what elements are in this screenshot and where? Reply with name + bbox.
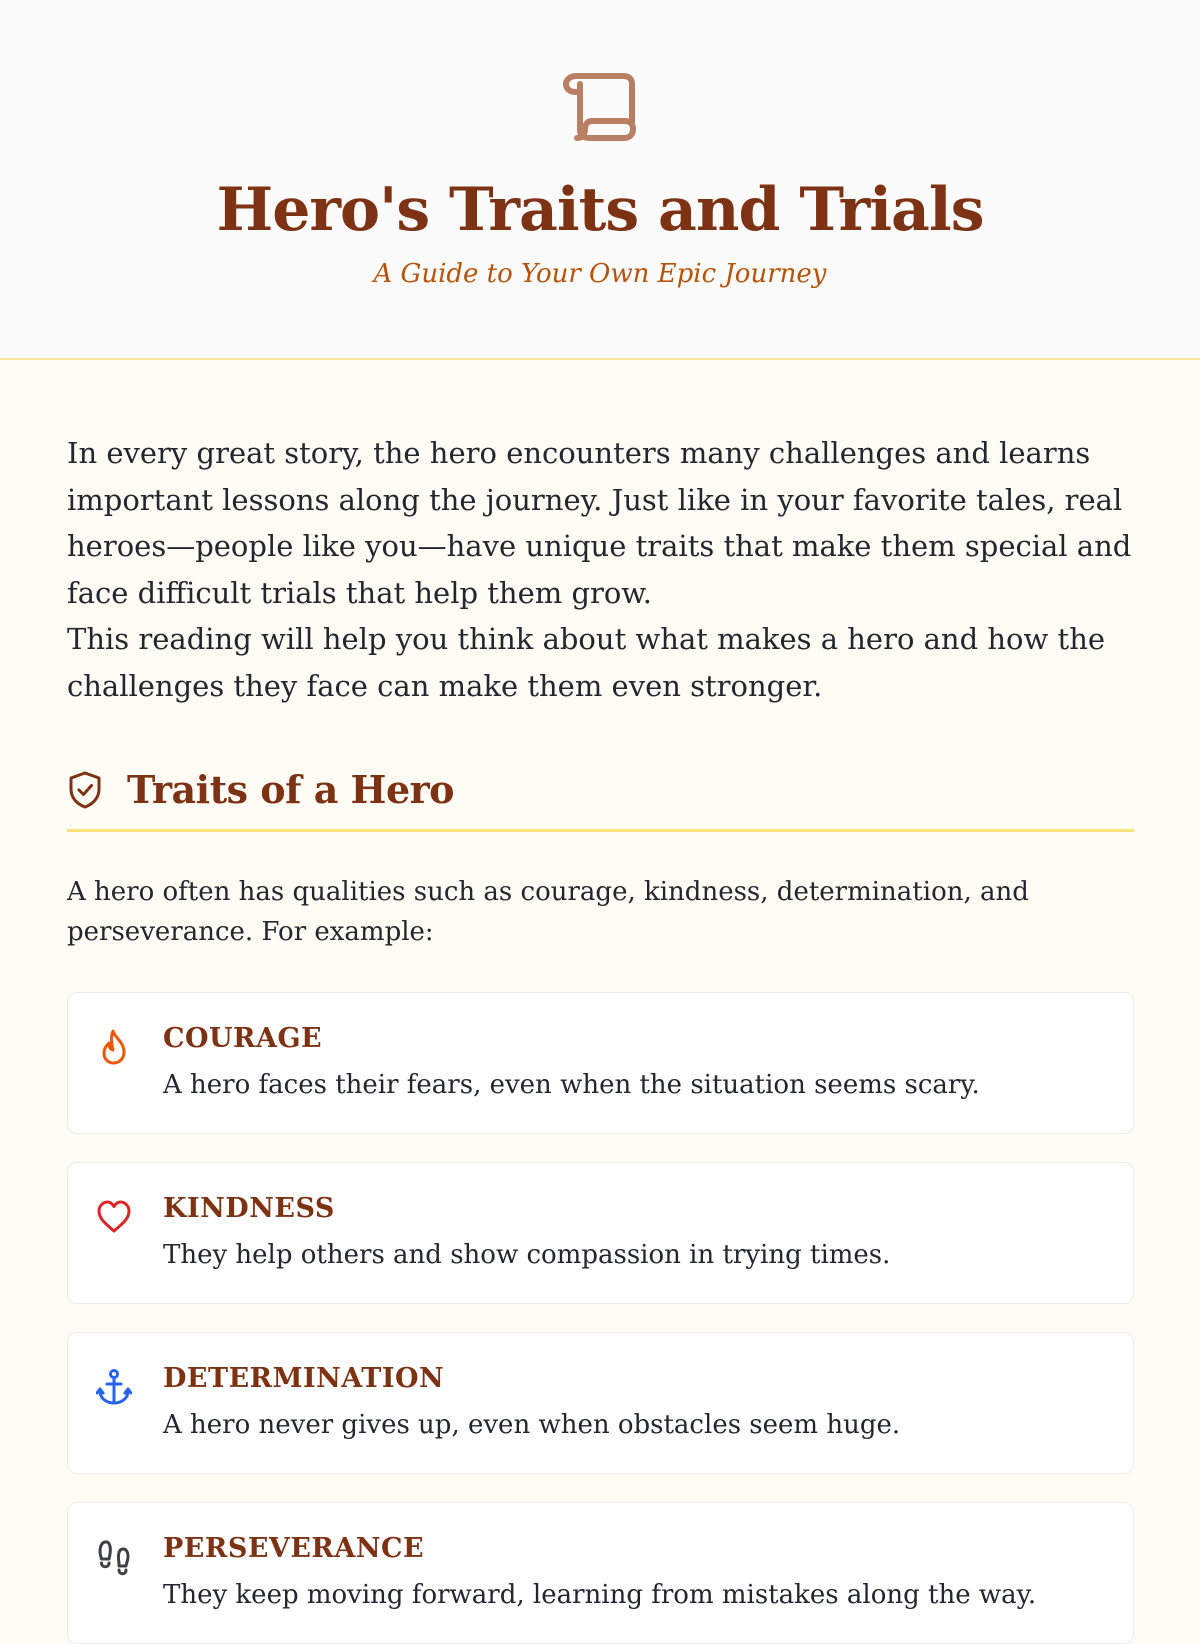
page-subtitle: A Guide to Your Own Epic Journey (373, 259, 827, 289)
flame-icon (96, 1027, 132, 1067)
page-title: Hero's Traits and Trials (216, 175, 984, 245)
trait-description: They help others and show compassion in trying times. (163, 1240, 891, 1270)
trait-description: They keep moving forward, learning from mistakes along the way. (163, 1580, 1037, 1610)
intro-paragraph-2: This reading will help you think about what makes a hero and how the challenges they face can make them even stronger. (67, 622, 1106, 703)
intro-paragraph-1: In every great story, the hero encounters many challenges and learns important lessons along the journey. Just like in your favorite tales, real heroes—people like you—have unique traits that make them special and face difficult trials that help them grow. (67, 436, 1132, 610)
trait-name: COURAGE (163, 1023, 323, 1054)
trait-name: PERSEVERANCE (163, 1533, 425, 1564)
section-title: Traits of a Hero (127, 767, 454, 812)
intro (67, 430, 1137, 709)
anchor-icon (96, 1367, 132, 1407)
traits-section-heading (67, 762, 1134, 832)
trait-name: KINDNESS (163, 1193, 335, 1224)
trait-description: A hero never gives up, even when obstacles seem huge. (163, 1410, 901, 1440)
shield-icon (67, 770, 103, 810)
trait-card-kindness (67, 1162, 1134, 1304)
trait-card-determination (67, 1332, 1134, 1474)
heart-icon (96, 1197, 132, 1237)
page-header (0, 0, 1200, 360)
trait-card-courage (67, 992, 1134, 1134)
scroll-icon (562, 72, 638, 142)
trait-card-perseverance (67, 1502, 1134, 1644)
section-lead: A hero often has qualities such as courage, kindness, determination, and perseverance. For example: (67, 877, 1029, 947)
trait-name: DETERMINATION (163, 1363, 445, 1394)
trait-description: A hero faces their fears, even when the situation seems scary. (163, 1070, 980, 1100)
footprints-icon (96, 1537, 132, 1577)
